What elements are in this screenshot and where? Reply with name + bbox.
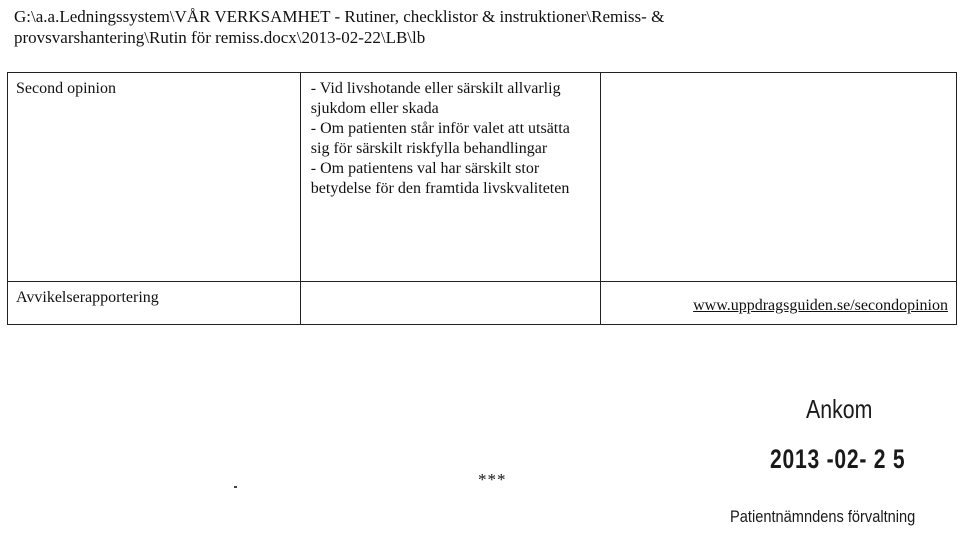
list-item: - Vid livshotande eller särskilt allvarlig sjukdom eller skada — [310, 80, 561, 117]
table-row — [8, 73, 957, 282]
criteria-list — [301, 73, 590, 199]
table-row — [8, 282, 957, 325]
table-cell-link — [600, 73, 956, 282]
received-stamp-title: Ankom — [806, 394, 873, 424]
list-item: - Om patienten står inför valet att utsätta sig för särskilt riskfylla behandlingar — [310, 120, 570, 157]
table-cell-label — [8, 73, 301, 282]
row-label-deviation-reporting: Avvikelserapportering — [16, 289, 159, 306]
second-opinion-link[interactable]: www.uppdragsguiden.se/secondopinion — [693, 297, 948, 314]
path-line-1: G:\a.a.Ledningssystem\VÅR VERKSAMHET - Rutiner, checklistor & instruktioner\Remiss- & — [14, 7, 665, 26]
routine-table — [7, 72, 957, 325]
received-stamp-date: 2013 -02- 2 5 — [770, 444, 906, 474]
table-cell-criteria — [300, 73, 600, 282]
list-item: - Om patientens val har särskilt stor betydelse för den framtida livskvaliteten — [310, 160, 570, 197]
table-cell-link — [600, 282, 956, 325]
path-line-2: provsvarshantering\Rutin för remiss.docx\2013-02-22\LB\lb — [14, 28, 426, 47]
document-path-header — [14, 6, 944, 48]
stray-mark — [234, 486, 237, 488]
table-cell-label — [8, 282, 301, 325]
received-stamp-organization: Patientnämndens förvaltning — [730, 507, 916, 526]
row-label-second-opinion: Second opinion — [16, 80, 116, 97]
separator-stars: *** — [478, 470, 507, 489]
table-cell-criteria — [300, 282, 600, 325]
